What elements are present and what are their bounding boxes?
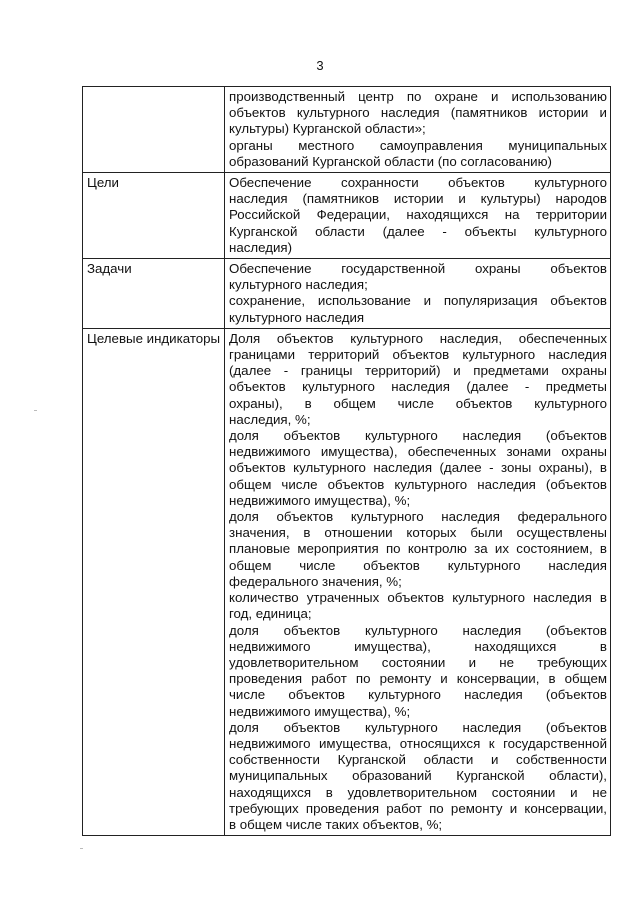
text-line: объектов культурного наследия (далее - зоны охраны), в [229,460,607,476]
text-line: проведения работ по ремонту и консервации, в общем [229,671,607,687]
text-line: недвижимого имущества), обеспеченных зонами охраны [229,444,607,460]
text-line: значения, в отношении которых были осуществлены [229,525,607,541]
text-line: Курганской области (далее - объекты культурного [229,223,607,239]
text-line: недвижимого имущества), %; [229,703,411,719]
text-line: Обеспечение сохранности объектов культурного [229,175,607,191]
row-label [83,87,225,173]
text-line: наследия (памятников истории и культуры) народов [229,191,607,207]
text-line: культурного наследия; [229,277,368,293]
text-line: удовлетворительном состоянии и не требующих [229,654,607,670]
text-line: Российской Федерации, находящихся на территории [229,207,607,223]
text-line: недвижимого имущества), находящихся в [229,638,607,654]
text-line: охраны), в общем числе объектов культурного [229,395,607,411]
row-label: Целевые индикаторы [83,328,225,835]
row-content [225,328,611,835]
text-line: недвижимого имущества, относящихся к государственной [229,735,607,751]
text-line: органы местного самоуправления муниципальных [229,137,607,153]
text-line: количество утраченных объектов культурного наследия в [229,590,607,606]
text-line: производственный центр по охране и использованию [229,89,607,104]
text-line: недвижимого имущества), %; [229,492,411,508]
text-line: собственности Курганской области и собственности [229,752,607,768]
text-line: Доля объектов культурного наследия, обеспеченных [229,330,607,346]
text-line: сохранение, использование и популяризация объектов [229,293,607,309]
text-line: плановые мероприятия по контролю за их состоянием, в [229,541,607,557]
text-line: общем числе объектов культурного наследия (объектов [229,476,607,492]
row-content [225,87,611,173]
text-line: образований Курганской области (по согласованию) [229,153,552,169]
text-line: границами территорий объектов культурного наследия [229,347,607,363]
scan-speck [80,848,83,849]
text-line: общем числе объектов культурного наследия [229,557,607,573]
row-content [225,259,611,329]
row-label: Цели [83,173,225,259]
text-line: (далее - границы территорий) и предметами охраны [229,363,607,379]
text-line: муниципальных образований Курганской области), [229,768,607,784]
text-line: объектов культурного наследия (памятников истории и [229,105,607,121]
text-line: год, единица; [229,606,312,622]
page-number: 3 [316,58,324,73]
text-line: федерального значения, %; [229,573,402,589]
text-line: объектов культурного наследия (далее - предметы [229,379,607,395]
text-line: требующих проведения работ по ремонту и консервации, [229,800,607,816]
text-line: доля объектов культурного наследия (объектов [229,428,607,444]
table-row-goals [83,173,611,259]
text-line: культуры) Курганской области»; [229,121,426,137]
text-line: в общем числе таких объектов, %; [229,816,443,832]
text-line: доля объектов культурного наследия федерального [229,509,607,525]
row-content [225,173,611,259]
text-line: культурного наследия [229,309,365,325]
text-line: наследия) [229,239,293,255]
passport-table [82,86,611,836]
text-line: находящихся в удовлетворительном состоянии и не [229,784,607,800]
text-line: Обеспечение государственной охраны объектов [229,261,607,277]
text-line: доля объектов культурного наследия (объектов [229,622,607,638]
row-label: Задачи [83,259,225,329]
table-row-continuation [83,87,611,173]
text-line: числе объектов культурного наследия (объектов [229,687,607,703]
table-row-target-indicators [83,328,611,835]
table-row-tasks [83,259,611,329]
scan-speck [34,410,37,411]
text-line: доля объектов культурного наследия (объектов [229,719,607,735]
text-line: наследия, %; [229,411,311,427]
